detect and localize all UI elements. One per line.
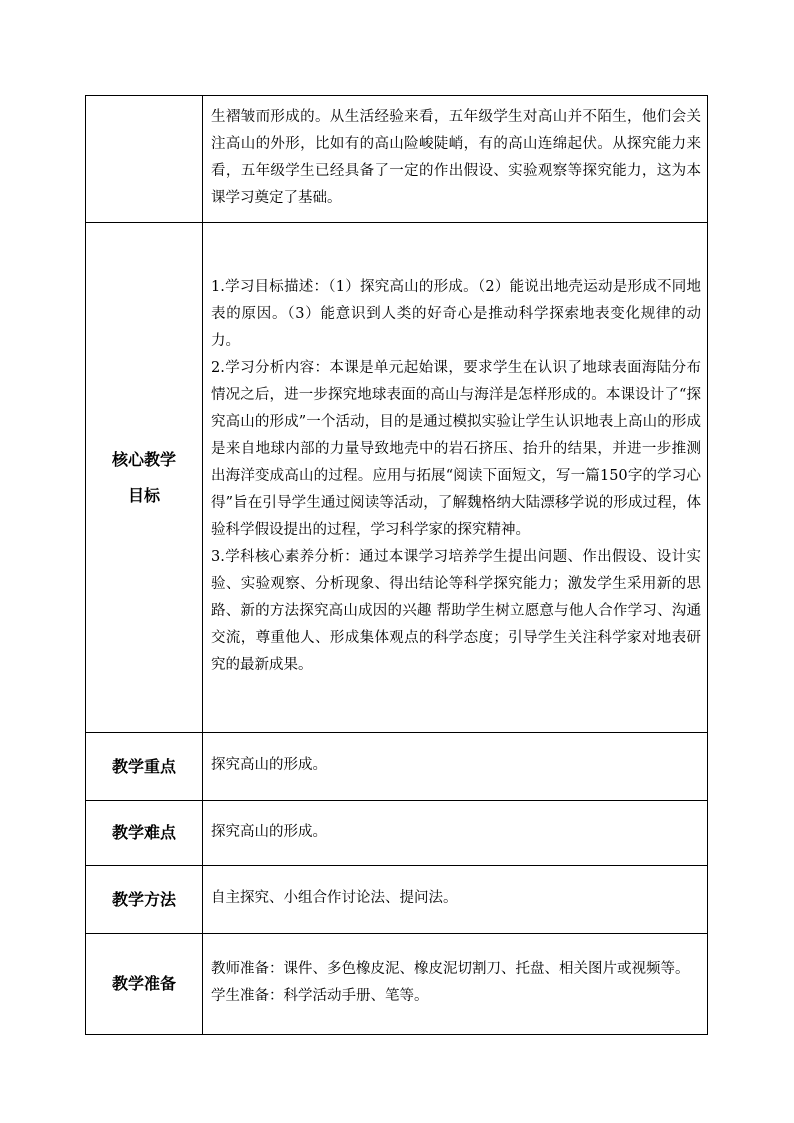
row-preparation	[86, 934, 708, 1035]
row-label-line: 核心教学	[111, 449, 176, 469]
row-content	[203, 223, 708, 733]
lesson-plan-table	[85, 95, 708, 1035]
content-paragraph: 学生准备：科学活动手册、笔等。	[211, 988, 429, 1004]
row-label-line: 教学重点	[111, 756, 176, 776]
row-content	[203, 866, 708, 934]
row-core-objectives	[86, 223, 708, 733]
row-content	[203, 801, 708, 866]
row-methods	[86, 866, 708, 934]
content-paragraph: 探究高山的形成。	[211, 823, 327, 840]
row-content	[203, 733, 708, 801]
row-label-line: 教学难点	[111, 823, 176, 842]
row-label	[86, 866, 203, 934]
row-difficulties	[86, 801, 708, 866]
row-student-analysis	[86, 96, 708, 223]
content-paragraph: 生褶皱而形成的。从生活经验来看，五年级学生对高山并不陌生，他们会关注高山的外形，比如有的高山险峻陡峭，有的高山连绵起伏。从探究能力来看，五年级学生已经具备了一定的作出假设、实验观察等探究能力，这为本课学习奠定了基础。	[211, 109, 701, 206]
content-paragraph: 2.学习分析内容：本课是单元起始课，要求学生在认识了地球表面海陆分布情况之后，进一步探究地球表面的高山与海洋是怎样形成的。本课设计了“探究高山的形成”一个活动，目的是通过模拟实验让学生认识地表上高山的形成是来自地球内部的力量导致地壳中的岩石挤压、抬升的结果，并进一步推测出海洋变成高山的过程。应用与拓展“阅读下面短文，写一篇150字的学习心得”旨在引导学生通过阅读等活动，了解魏格纳大陆漂移学说的形成过程，体验科学假设提出的过程，学习科学家的探究精神。	[211, 360, 701, 538]
content-paragraph: 教师准备：课件、多色橡皮泥、橡皮泥切割刀、托盘、相关图片或视频等。	[211, 961, 690, 977]
row-content	[203, 934, 708, 1035]
row-label-line: 教学准备	[111, 974, 176, 993]
row-content	[203, 96, 708, 223]
content-paragraph: 3.学科核心素养分析：通过本课学习培养学生提出问题、作出假设、设计实验、实验观察、分析现象、得出结论等科学探究能力；激发学生采用新的思路、新的方法探究高山成因的兴趣 帮助学生树立愿意与他人合作学习、沟通交流，尊重他人、形成集体观点的科学态度；引导学生关注科学家对地表研究的最新成果。	[211, 549, 701, 673]
content-paragraph: 自主探究、小组合作讨论法、提问法。	[211, 890, 458, 906]
row-key-points	[86, 733, 708, 801]
content-paragraph: 探究高山的形成。	[211, 757, 327, 773]
row-label	[86, 223, 203, 733]
row-label-line: 目标	[127, 485, 160, 505]
content-paragraph: 1.学习目标描述：（1）探究高山的形成。（2）能说出地壳运动是形成不同地表的原因。（3）能意识到人类的好奇心是推动科学探索地表变化规律的动力。	[211, 279, 701, 349]
row-label	[86, 934, 203, 1035]
row-label-line: 教学方法	[111, 889, 176, 909]
row-label	[86, 733, 203, 801]
row-label	[86, 801, 203, 866]
row-label	[86, 96, 203, 223]
